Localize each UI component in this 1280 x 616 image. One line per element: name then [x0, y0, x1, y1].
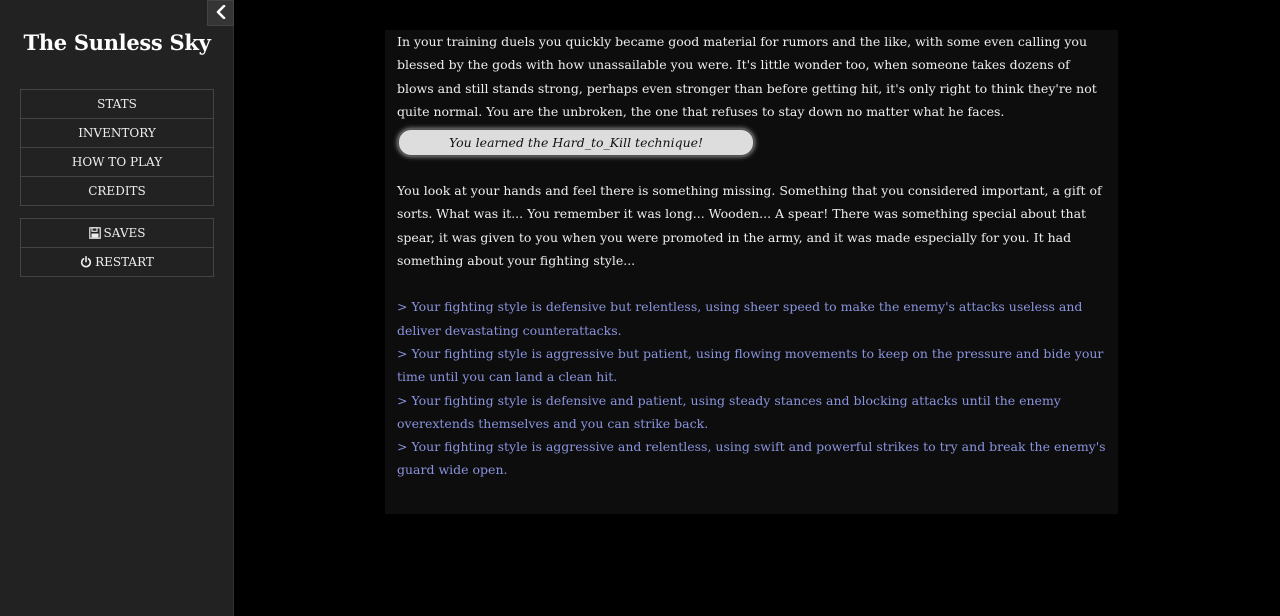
- menu-item-stats[interactable]: STATS: [21, 90, 213, 119]
- power-icon: [80, 256, 92, 268]
- menu-item-credits[interactable]: CREDITS: [88, 184, 146, 198]
- saves-button[interactable]: SAVES: [21, 219, 213, 248]
- story-title: The Sunless Sky: [23, 30, 211, 55]
- technique-notice: [397, 128, 755, 157]
- choice-list: [397, 295, 1106, 481]
- menu-item-inventory[interactable]: INVENTORY: [21, 119, 213, 148]
- story-menu: [20, 89, 214, 206]
- sidebar: [0, 0, 234, 616]
- menu-item-how-to-play[interactable]: HOW TO PLAY: [21, 148, 213, 177]
- sidebar-toggle-button[interactable]: [207, 0, 234, 26]
- choice-link-1[interactable]: > Your fighting style is defensive but relentless, using sheer speed to make the enemy's attacks useless and deliver devastating counterattacks.: [397, 299, 1083, 338]
- technique-notice-text: You learned the Hard_to_Kill technique!: [448, 135, 704, 151]
- restart-button[interactable]: RESTART: [21, 248, 213, 276]
- choice-link-2[interactable]: > Your fighting style is aggressive but patient, using flowing movements to keep on the pressure and bide your time until you can land a clean hit.: [397, 345, 1104, 385]
- passage-paragraph-2: You look at your hands and feel there is something missing. Something that you considered important, a gift of sorts. What was it... You remember it was long... Wooden... A spear! There was something special about that spear, it was given to you when you were promoted in the army, and it was made especially for you. It had something about your fighting style...: [397, 183, 1102, 269]
- choice-link-3[interactable]: > Your fighting style is defensive and patient, using steady stances and blocking attacks until the enemy overextends themselves and you can strike back.: [397, 392, 1061, 431]
- chevron-left-icon: [215, 4, 227, 23]
- choice-link-4[interactable]: > Your fighting style is aggressive and relentless, using swift and powerful strikes to try and break the enemy's guard wide open.: [397, 439, 1106, 478]
- passage-area: [385, 30, 1118, 514]
- floppy-disk-icon: [89, 227, 101, 239]
- passage-paragraph-1: In your training duels you quickly became good material for rumors and the like, with some even calling you blessed by the gods with how unassailable you were. It's little wonder too, when someone takes dozens of blows and still stands strong, perhaps even stronger than before getting hit, it's only right to think they're not quite normal. You are the unbroken, the one that refuses to stay down no matter what he faces.: [397, 34, 1097, 119]
- core-menu: [20, 218, 214, 277]
